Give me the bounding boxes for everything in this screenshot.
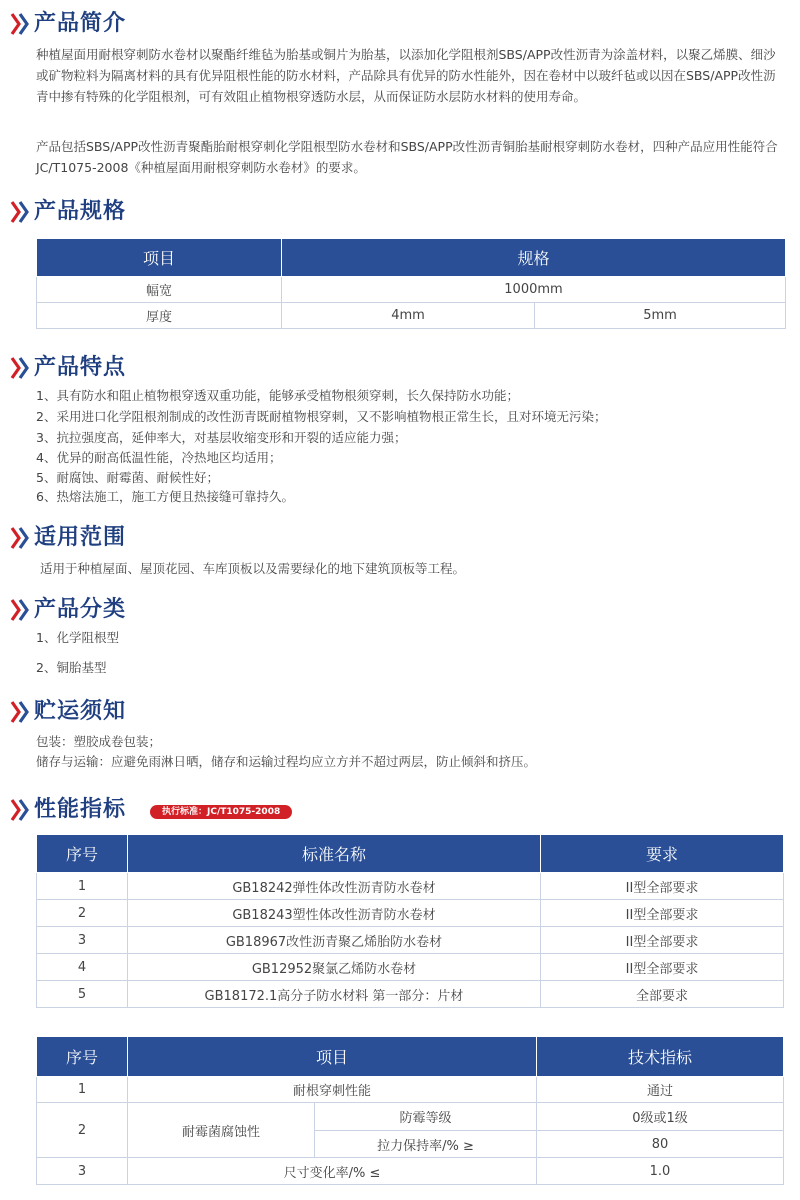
table-cell: 0级或1级 — [537, 1103, 784, 1131]
intro-paragraph-2: 产品包括SBS/APP改性沥青聚酯胎耐根穿刺化学阻根型防水卷材和SBS/APP改性沥青铜胎基耐根穿刺防水卷材，四种产品应用性能符合JC/T1075-2008《种植屋面用耐根穿刺防水卷材》的要求。 — [36, 139, 778, 175]
section-header — [0, 594, 800, 626]
section-category — [0, 594, 800, 675]
section-spec — [0, 196, 800, 325]
feature-item: 3、抗拉强度高，延伸率大，对基层收缩变形和开裂的适应能力强； — [36, 430, 407, 445]
table-cell: GB18243塑性体改性沥青防水卷材 — [128, 900, 541, 927]
table-header-row — [37, 1037, 784, 1077]
table-header-cell: 项目 — [128, 1037, 537, 1077]
double-chevron-icon — [10, 525, 32, 551]
section-title: 性能指标 — [34, 797, 127, 822]
intro-paragraph-1: 种植屋面用耐根穿刺防水卷材以聚酯纤维毡为胎基或铜片为胎基，以添加化学阻根剂SBS/APP改性沥青为涂盖材料，以聚乙烯膜、细沙或矿物粒料为隔离材料的具有优异阻根性能的防水材料，产品除具有优异的防水性能外，因在卷材中以玻纤毡或以因在SBS/APP改性沥青中掺有特殊的化学阻根剂，可有效阻止植物根穿透防水层，从而保证防水层防水材料的使用寿命。 — [36, 47, 776, 104]
table-row — [37, 981, 784, 1008]
table-row — [37, 277, 786, 303]
section-title: 产品简介 — [34, 11, 127, 36]
table-cell: GB18967改性沥青聚乙烯胎防水卷材 — [128, 927, 541, 954]
feature-item: 1、具有防水和阻止植物根穿透双重功能，能够承受植物根须穿刺，长久保持防水功能； — [36, 388, 519, 403]
double-chevron-icon — [10, 699, 32, 725]
feature-item: 5、耐腐蚀、耐霉菌、耐候性好； — [36, 470, 219, 485]
table-row — [37, 954, 784, 981]
feature-item: 2、采用进口化学阻根剂制成的改性沥青既耐植物根穿刺，又不影响植物根正常生长，且对环境无污染； — [36, 409, 607, 424]
table-header-cell: 要求 — [541, 835, 784, 873]
section-header — [0, 352, 800, 384]
table-cell: GB12952聚氯乙烯防水卷材 — [128, 954, 541, 981]
section-performance — [0, 794, 800, 1181]
table-header-cell: 技术指标 — [537, 1037, 784, 1077]
double-chevron-icon — [10, 199, 32, 225]
technical-table — [36, 1036, 784, 1185]
section-header — [0, 696, 800, 728]
table-cell: 4mm — [282, 303, 535, 329]
double-chevron-icon — [10, 797, 32, 823]
section-storage — [0, 696, 800, 769]
table-header-cell: 项目 — [37, 239, 282, 277]
double-chevron-icon — [10, 355, 32, 381]
table-cell: 3 — [37, 1158, 128, 1185]
table-cell: GB18172.1高分子防水材料 第一部分：片材 — [128, 981, 541, 1008]
storage-line: 包装：塑胶成卷包装； — [36, 734, 162, 749]
section-intro — [0, 8, 800, 175]
section-title: 贮运须知 — [34, 699, 127, 724]
table-cell: 80 — [537, 1131, 784, 1158]
table-cell: 全部要求 — [541, 981, 784, 1008]
storage-line: 储存与运输：应避免雨淋日晒，储存和运输过程均应立方并不超过两层，防止倾斜和挤压。 — [36, 754, 537, 769]
table-cell: 1 — [37, 1077, 128, 1103]
table-cell: 1 — [37, 873, 128, 900]
section-header — [0, 8, 800, 40]
table-header-row — [37, 835, 784, 873]
table-cell: 2 — [37, 1103, 128, 1158]
section-title: 产品分类 — [34, 597, 127, 622]
table-cell: GB18242弹性体改性沥青防水卷材 — [128, 873, 541, 900]
table-cell: 幅宽 — [37, 277, 282, 303]
table-cell: 尺寸变化率/% ≤ — [128, 1158, 537, 1185]
table-cell: II型全部要求 — [541, 927, 784, 954]
category-item: 2、铜胎基型 — [36, 660, 107, 675]
table-cell: 耐霉菌腐蚀性 — [128, 1103, 315, 1158]
standard-badge: 执行标准：JC/T1075-2008 — [150, 805, 292, 819]
table-cell: 5mm — [535, 303, 786, 329]
table-row — [37, 1158, 784, 1185]
table-header-cell: 标准名称 — [128, 835, 541, 873]
table-cell: II型全部要求 — [541, 900, 784, 927]
table-cell: 5 — [37, 981, 128, 1008]
double-chevron-icon — [10, 11, 32, 37]
feature-item: 6、热熔法施工，施工方便且热接缝可靠持久。 — [36, 489, 294, 504]
double-chevron-icon — [10, 597, 32, 623]
section-header — [0, 794, 800, 826]
table-row — [37, 900, 784, 927]
section-features — [0, 352, 800, 504]
table-cell: 4 — [37, 954, 128, 981]
scope-text: 适用于种植屋面、屋顶花园、车库顶板以及需要绿化的地下建筑顶板等工程。 — [40, 561, 466, 576]
spec-table — [36, 238, 786, 329]
table-cell: II型全部要求 — [541, 873, 784, 900]
standards-table — [36, 834, 784, 1008]
table-cell: 3 — [37, 927, 128, 954]
category-item: 1、化学阻根型 — [36, 630, 119, 645]
table-cell: 防霉等级 — [315, 1103, 537, 1131]
table-row — [37, 303, 786, 329]
section-scope — [0, 522, 800, 576]
section-title: 适用范围 — [34, 525, 127, 550]
table-header-cell: 规格 — [282, 239, 786, 277]
table-cell: 通过 — [537, 1077, 784, 1103]
table-row — [37, 1077, 784, 1103]
section-title: 产品特点 — [34, 355, 127, 380]
table-cell: 1.0 — [537, 1158, 784, 1185]
section-title: 产品规格 — [34, 199, 127, 224]
table-header-row — [37, 239, 786, 277]
table-cell: 耐根穿刺性能 — [128, 1077, 537, 1103]
section-header — [0, 196, 800, 228]
table-cell: II型全部要求 — [541, 954, 784, 981]
table-cell: 厚度 — [37, 303, 282, 329]
section-header — [0, 522, 800, 554]
table-header-cell: 序号 — [37, 835, 128, 873]
feature-item: 4、优异的耐高低温性能，冷热地区均适用； — [36, 450, 282, 465]
table-row — [37, 873, 784, 900]
table-cell: 2 — [37, 900, 128, 927]
table-row — [37, 927, 784, 954]
table-cell: 1000mm — [282, 277, 786, 303]
table-row — [37, 1103, 784, 1131]
table-cell: 拉力保持率/% ≥ — [315, 1131, 537, 1158]
table-header-cell: 序号 — [37, 1037, 128, 1077]
